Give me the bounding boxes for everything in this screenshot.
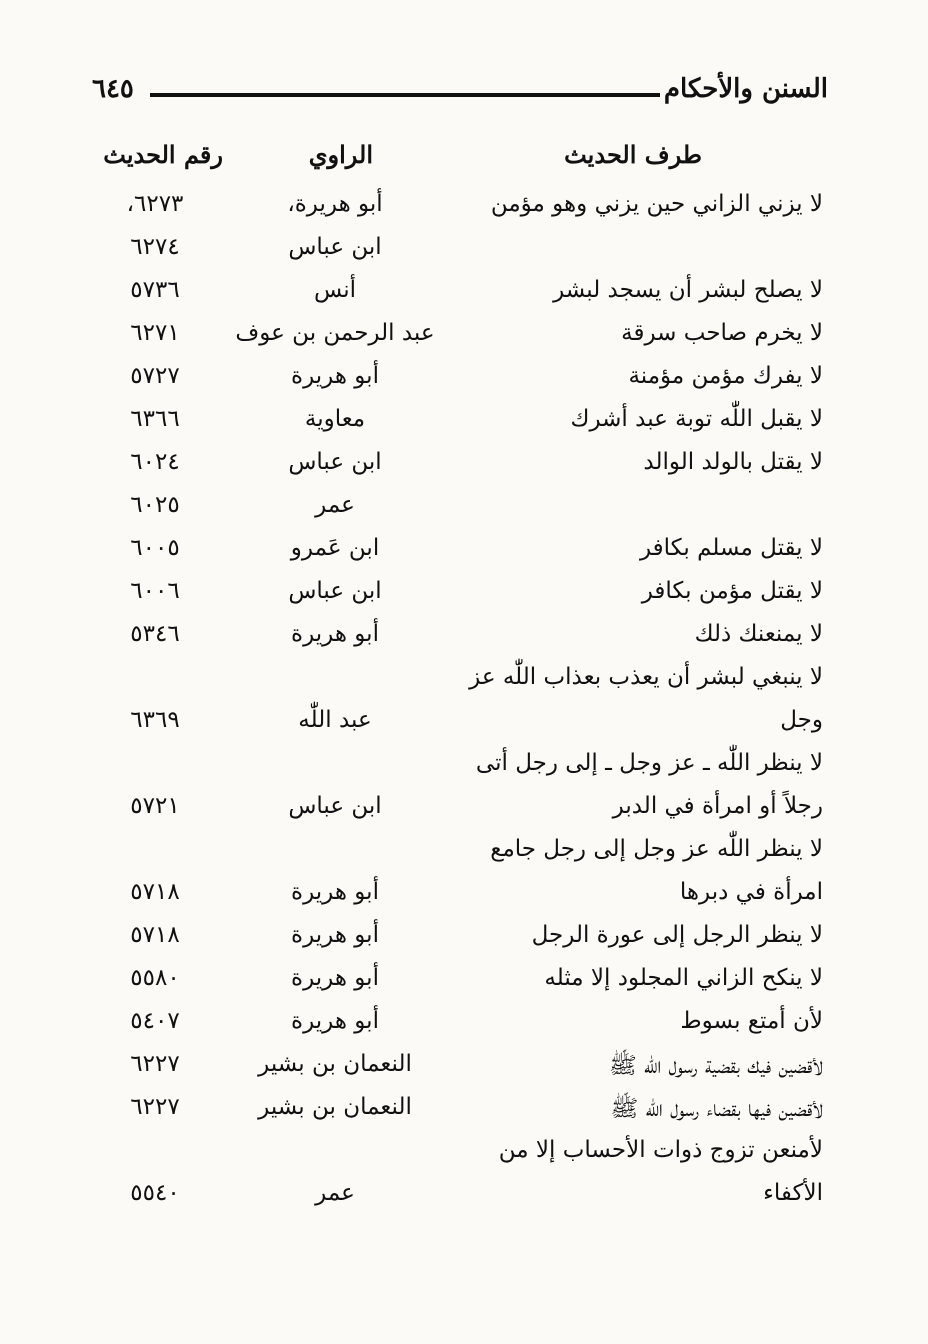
narrator-cell: عمر xyxy=(315,492,355,518)
number-cell: ٦٠٠٦ xyxy=(130,578,180,604)
number-cell: ٥٧٣٦ xyxy=(130,277,180,303)
hadith-cell: لا ينظر الرجل إلى عورة الرجل xyxy=(531,922,823,948)
narrator-cell: النعمان بن بشير xyxy=(258,1094,412,1120)
table-row xyxy=(0,790,928,833)
table-row xyxy=(0,446,928,489)
hadith-cell: الأكفاء xyxy=(763,1180,823,1206)
hadith-cell: لا يقبل اللّٰه توبة عبد أشرك xyxy=(570,406,823,432)
hadith-cell: لا ينكح الزاني المجلود إلا مثله xyxy=(544,965,823,991)
index-table xyxy=(0,188,928,1220)
number-cell: ٦٠٢٤ xyxy=(130,449,180,475)
page-number: ٦٤٥ xyxy=(92,74,134,104)
narrator-cell: النعمان بن بشير xyxy=(258,1051,412,1077)
narrator-cell: أبو هريرة xyxy=(291,879,379,905)
number-cell: ٦٣٦٦ xyxy=(130,406,180,432)
number-cell: ٦٢٢٧ xyxy=(130,1094,180,1120)
table-row xyxy=(0,876,928,919)
narrator-cell: أبو هريرة، xyxy=(287,191,383,217)
table-row xyxy=(0,575,928,618)
hadith-cell: رجلاً أو امرأة في الدبر xyxy=(612,793,823,819)
hadith-cell: لا ينظر اللّٰه عز وجل إلى رجل جامع xyxy=(490,836,823,862)
table-row xyxy=(0,274,928,317)
table-row xyxy=(0,962,928,1005)
column-header-number: رقم الحديث xyxy=(103,140,223,169)
hadith-cell: لا يفرك مؤمن مؤمنة xyxy=(628,363,823,389)
table-row xyxy=(0,747,928,790)
running-title: السنن والأحكام xyxy=(663,74,828,104)
narrator-cell: عبد الرحمن بن عوف xyxy=(235,320,435,346)
number-cell: ٥٥٨٠ xyxy=(130,965,180,991)
number-cell: ٦٢٢٧ xyxy=(130,1051,180,1077)
number-cell: ٦٠٠٥ xyxy=(130,535,180,561)
hadith-cell: لأن أمتع بسوط xyxy=(680,1008,823,1034)
hadith-cell: امرأة في دبرها xyxy=(679,879,823,905)
hadith-cell: لأمنعن تزوج ذوات الأحساب إلا من xyxy=(498,1137,823,1163)
hadith-cell: لا يقتل مسلم بكافر xyxy=(639,535,823,561)
table-row xyxy=(0,231,928,274)
table-row xyxy=(0,833,928,876)
hadith-cell: لا ينبغي لبشر أن يعذب بعذاب اللّٰه عز xyxy=(469,664,823,690)
table-row xyxy=(0,403,928,446)
narrator-cell: ابن عباس xyxy=(288,234,382,260)
number-cell: ٦٢٧١ xyxy=(130,320,180,346)
table-row xyxy=(0,1177,928,1220)
table-row xyxy=(0,1091,928,1134)
narrator-cell: ابن عباس xyxy=(288,449,382,475)
number-cell: ٦٠٢٥ xyxy=(130,492,180,518)
number-cell: ٥٤٠٧ xyxy=(130,1008,180,1034)
number-cell: ٥٧٢١ xyxy=(130,793,180,819)
number-cell: ٦٢٧٤ xyxy=(130,234,180,260)
hadith-cell: لا يصلح لبشر أن يسجد لبشر xyxy=(553,277,823,303)
table-row xyxy=(0,188,928,231)
table-row xyxy=(0,532,928,575)
hadith-cell: لا ينظر اللّٰه ـ عز وجل ـ إلى رجل أتى xyxy=(475,750,823,776)
table-row xyxy=(0,360,928,403)
number-cell: ٦٣٦٩ xyxy=(130,707,180,733)
hadith-cell: لأقضين فيها بقضاء رسول اللّٰه ﷺ xyxy=(610,1096,823,1122)
number-cell: ٥٥٤٠ xyxy=(130,1180,180,1206)
table-row xyxy=(0,1005,928,1048)
table-row xyxy=(0,1048,928,1091)
hadith-cell: لا يمنعنك ذلك xyxy=(694,621,823,647)
table-row xyxy=(0,704,928,747)
number-cell: ٥٧١٨ xyxy=(130,922,180,948)
narrator-cell: أبو هريرة xyxy=(291,965,379,991)
number-cell: ٥٧١٨ xyxy=(130,879,180,905)
number-cell: ٥٣٤٦ xyxy=(130,621,180,647)
narrator-cell: ابن عباس xyxy=(288,578,382,604)
number-cell: ٥٧٢٧ xyxy=(130,363,180,389)
table-row xyxy=(0,618,928,661)
narrator-cell: ابن عباس xyxy=(288,793,382,819)
number-cell: ٦٢٧٣، xyxy=(126,191,184,217)
table-row xyxy=(0,317,928,360)
narrator-cell: ابن عَمرو xyxy=(290,535,380,561)
hadith-cell: لأقضين فيك بقضية رسول اللّٰه ﷺ xyxy=(608,1053,823,1079)
table-row xyxy=(0,661,928,704)
hadith-cell: لا يزني الزاني حين يزني وهو مؤمن xyxy=(490,191,823,217)
narrator-cell: أبو هريرة xyxy=(291,1008,379,1034)
hadith-cell: لا يقتل مؤمن بكافر xyxy=(641,578,823,604)
narrator-cell: أبو هريرة xyxy=(291,363,379,389)
column-header-narrator: الراوي xyxy=(308,140,373,169)
hadith-cell: لا يخرم صاحب سرقة xyxy=(621,320,823,346)
table-row xyxy=(0,489,928,532)
table-row xyxy=(0,919,928,962)
narrator-cell: عبد اللّٰه xyxy=(298,707,372,733)
narrator-cell: أبو هريرة xyxy=(291,621,379,647)
narrator-cell: عمر xyxy=(315,1180,355,1206)
narrator-cell: معاوية xyxy=(304,406,366,432)
hadith-cell: لا يقتل بالولد الوالد xyxy=(643,449,823,475)
narrator-cell: أبو هريرة xyxy=(291,922,379,948)
narrator-cell: أنس xyxy=(313,277,357,303)
hadith-cell: وجل xyxy=(780,707,823,733)
column-header-hadith: طرف الحديث xyxy=(564,140,702,169)
header-rule xyxy=(150,93,660,97)
table-row xyxy=(0,1134,928,1177)
